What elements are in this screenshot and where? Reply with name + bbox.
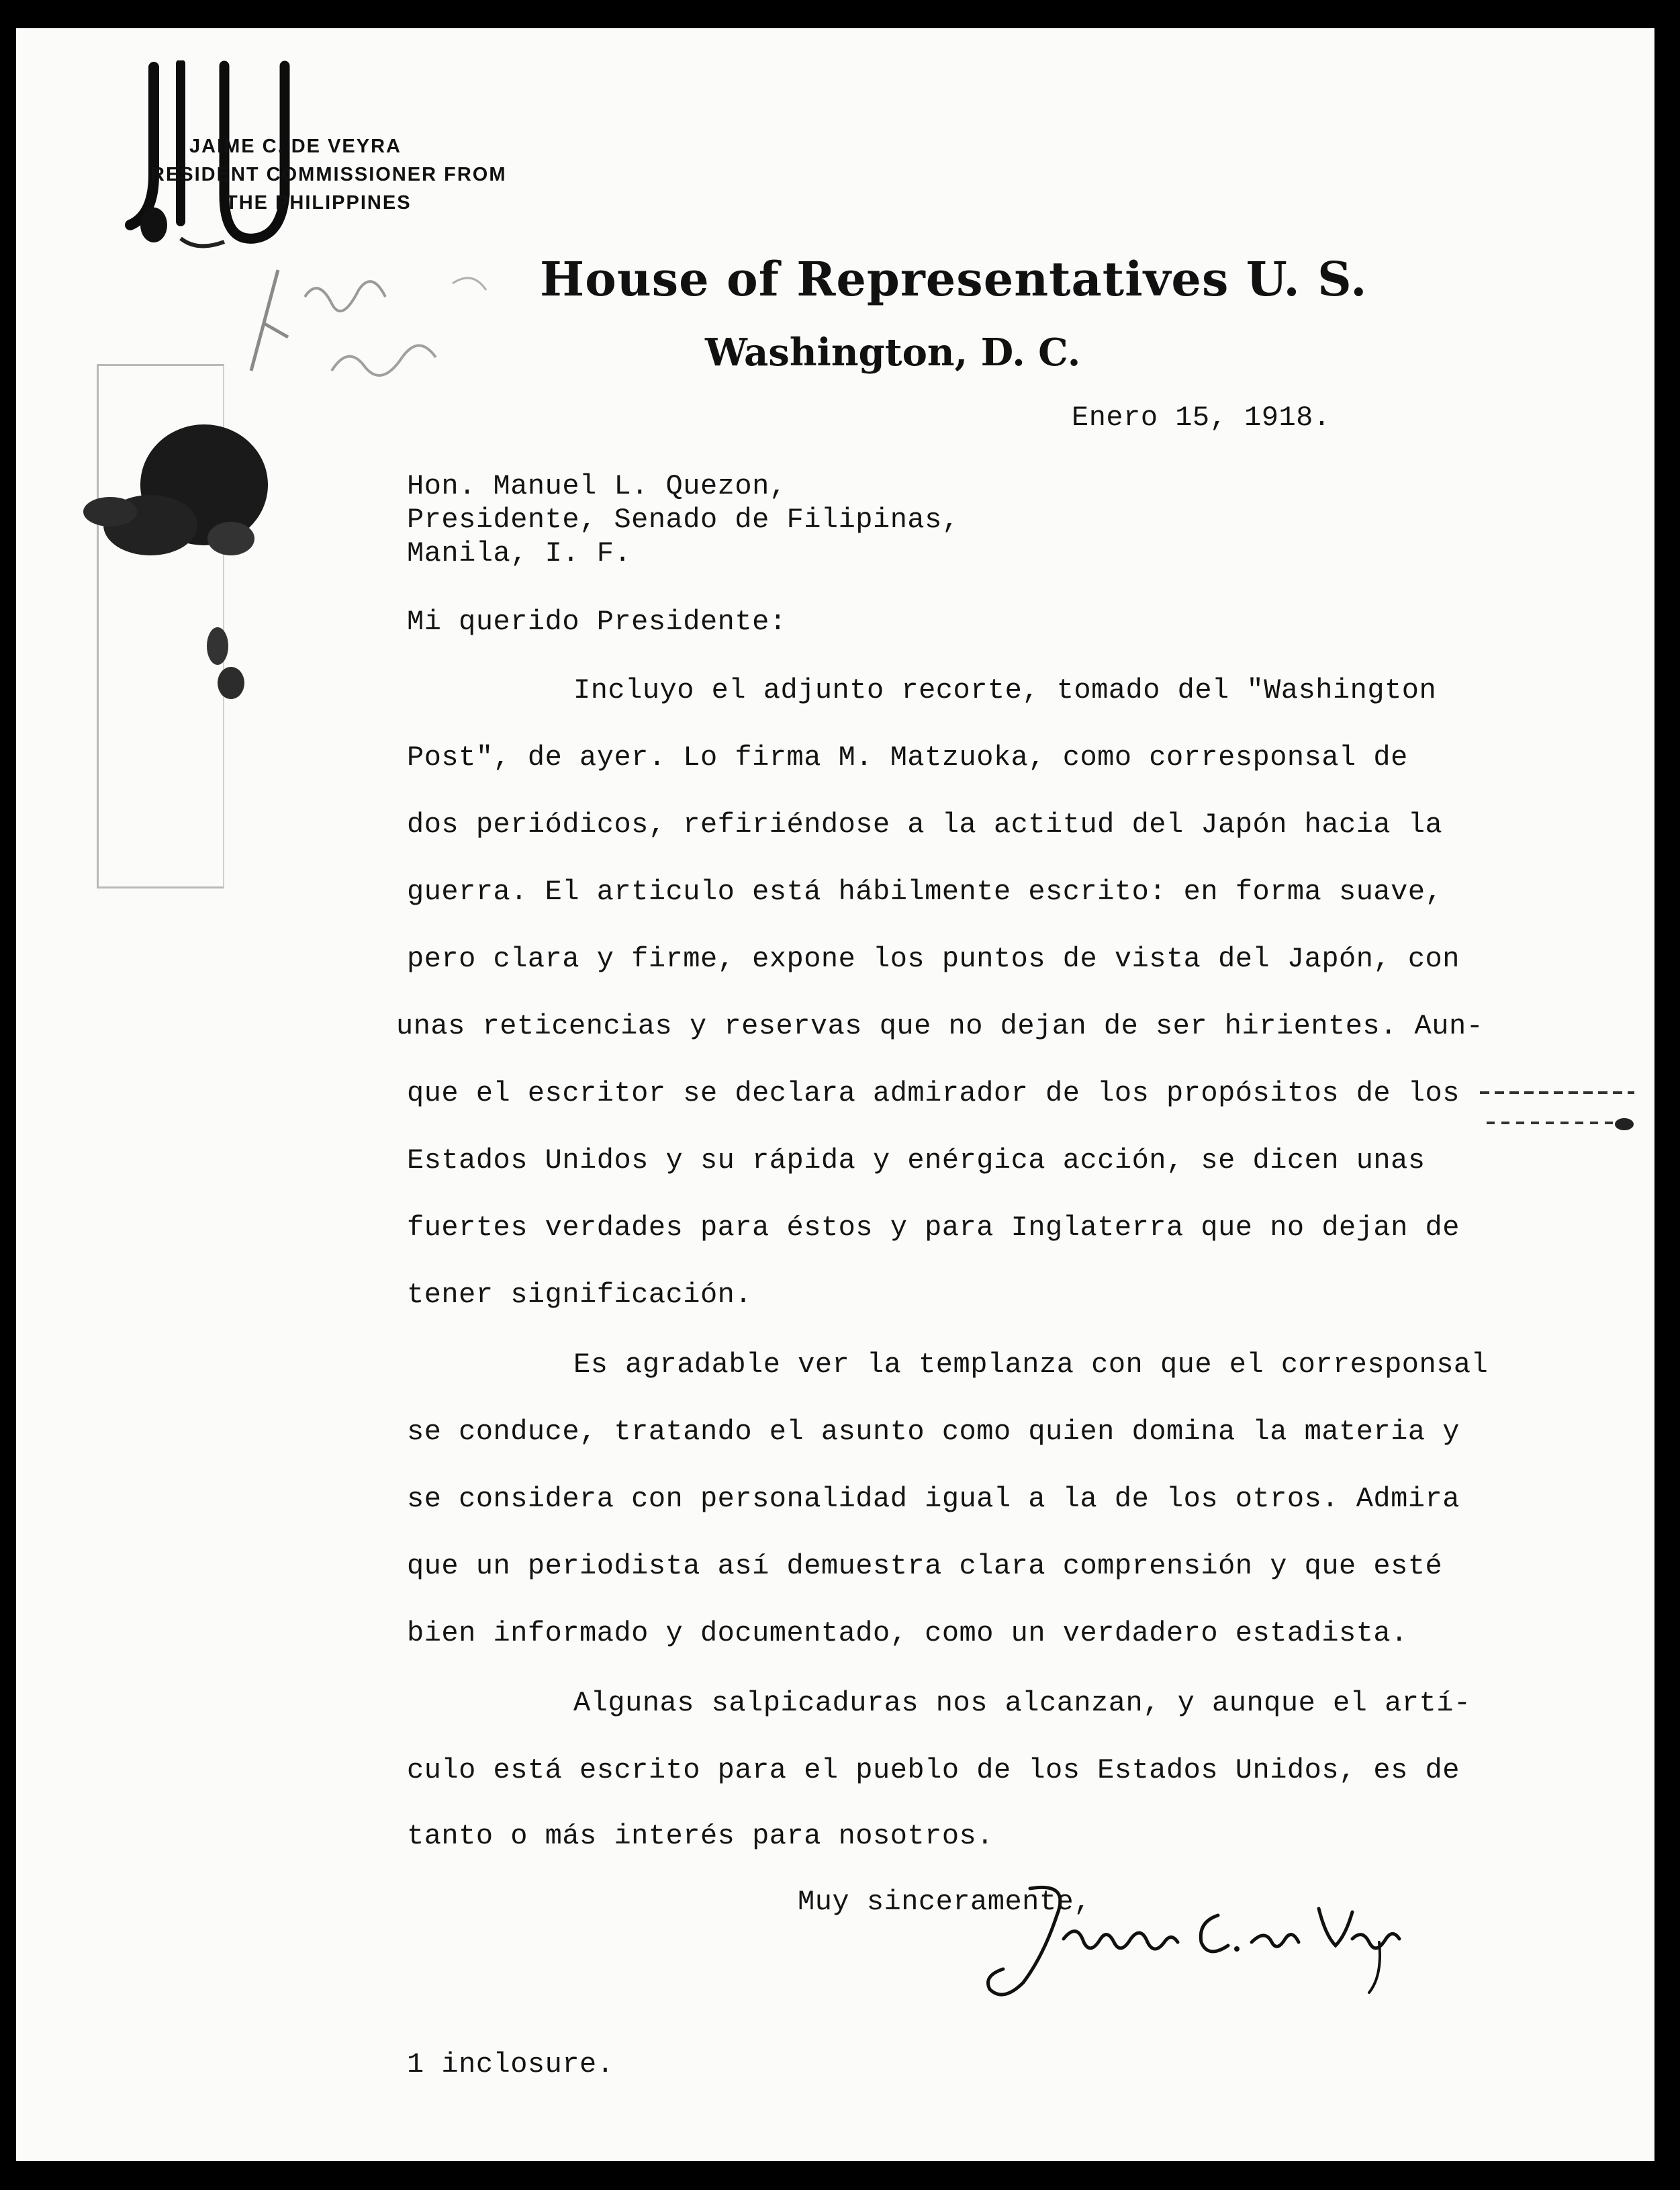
paragraph-1-line: pero clara y firme, expone los puntos de vista del Japón, con xyxy=(407,943,1460,975)
paragraph-2-line: se considera con personalidad igual a la de los otros. Admira xyxy=(407,1483,1460,1515)
recipient-line1: Hon. Manuel L. Quezon, xyxy=(407,470,787,502)
letter-sheet xyxy=(16,28,1654,2161)
enclosure-note: 1 inclosure. xyxy=(407,2048,614,2081)
ink-blot xyxy=(70,411,298,586)
letter-date: Enero 15, 1918. xyxy=(1072,402,1331,434)
letterhead-title-line2: THE PHILIPPINES xyxy=(226,192,412,214)
paragraph-2-line: Es agradable ver la templanza con que el corresponsal xyxy=(573,1349,1489,1381)
recipient-line2: Presidente, Senado de Filipinas, xyxy=(407,504,960,536)
paragraph-1-line: que el escritor se declara admirador de los propósitos de los xyxy=(407,1077,1460,1109)
paragraph-1-line: Estados Unidos y su rápida y enérgica acción, se dicen unas xyxy=(407,1144,1426,1177)
closing: Muy sinceramente, xyxy=(798,1886,1091,1918)
city-heading: Washington, D. C. xyxy=(705,330,1081,375)
pencil-annotation xyxy=(231,243,513,398)
letterhead-title-line1: RESIDENT COMMISSIONER FROM xyxy=(150,164,507,185)
handwritten-signature xyxy=(976,1875,1406,2009)
paragraph-1-line: Post", de ayer. Lo firma M. Matzuoka, como corresponsal de xyxy=(407,741,1408,774)
paragraph-1-line: Incluyo el adjunto recorte, tomado del "Washington xyxy=(573,674,1437,706)
recipient-line3: Manila, I. F. xyxy=(407,537,632,569)
paragraph-3-line: Algunas salpicaduras nos alcanzan, y aunque el artí- xyxy=(573,1687,1471,1719)
paragraph-1-line: dos periódicos, refiriéndose a la actitud del Japón hacia la xyxy=(407,809,1443,841)
salutation: Mi querido Presidente: xyxy=(407,606,787,638)
ink-spots xyxy=(191,619,258,713)
monogram-logo xyxy=(117,60,318,255)
paragraph-1-line: unas reticencias y reservas que no dejan de ser hirientes. Aun- xyxy=(396,1010,1484,1042)
margin-dash-marks xyxy=(1473,1076,1641,1136)
letterhead-name: JAIME C. DE VEYRA xyxy=(189,136,402,157)
paragraph-2-line: bien informado y documentado, como un verdadero estadista. xyxy=(407,1617,1408,1649)
paragraph-2-line: que un periodista así demuestra clara comprensión y que esté xyxy=(407,1550,1443,1582)
paragraph-1-line: fuertes verdades para éstos y para Inglaterra que no dejan de xyxy=(407,1212,1460,1244)
paragraph-1-line: tener significación. xyxy=(407,1279,753,1311)
paragraph-3-line: culo está escrito para el pueblo de los Estados Unidos, es de xyxy=(407,1754,1460,1786)
paragraph-2-line: se conduce, tratando el asunto como quien domina la materia y xyxy=(407,1416,1460,1448)
institution-heading: House of Representatives U. S. xyxy=(540,251,1368,307)
paragraph-1-line: guerra. El articulo está hábilmente escrito: en forma suave, xyxy=(407,876,1443,908)
paragraph-3-line: tanto o más interés para nosotros. xyxy=(407,1820,994,1852)
